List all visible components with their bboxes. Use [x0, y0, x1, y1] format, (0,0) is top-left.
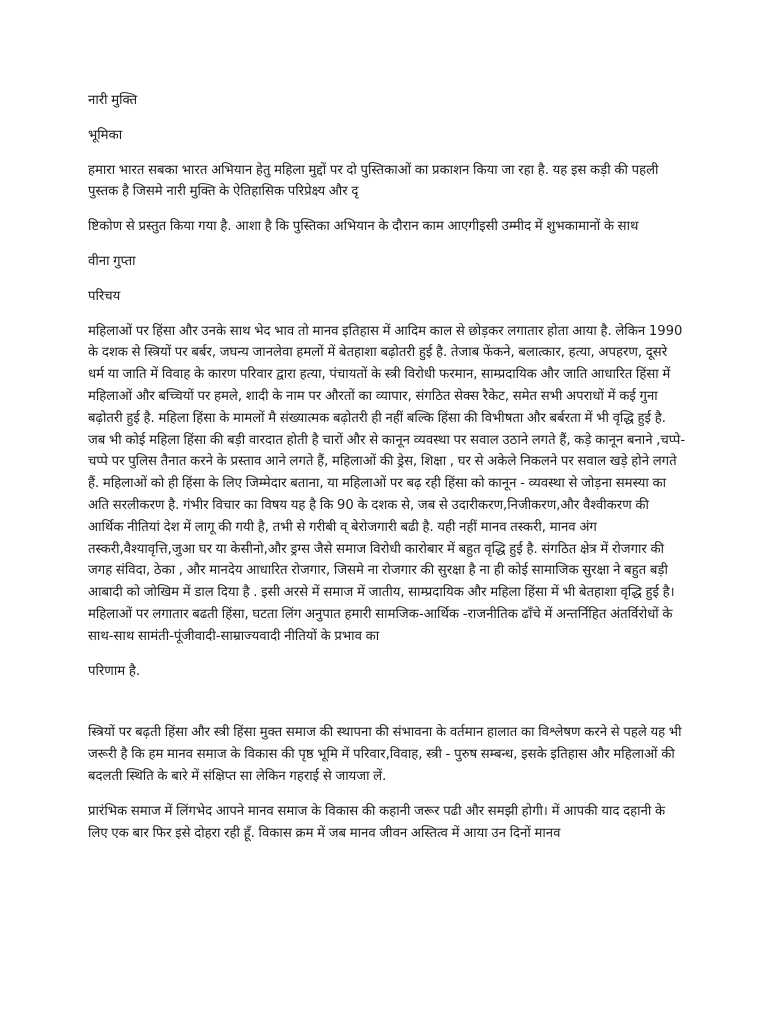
preface-paragraph-2: ष्टिकोण से प्रस्तुत किया गया है. आशा है कि पुस्तिका अभियान के दौरान काम आएगीइसी उम्मीद में शुभकामानों के साथ — [88, 219, 639, 235]
body-paragraph-1: स्त्रियों पर बढ़ती हिंसा और स्त्री हिंसा मुक्त समाज की स्थापना की संभावना के वर्तमान हालात का विश्लेषण करने से पहले यह भी जरूरी है कि हम मानव समाज के विकास की पृष्ठ भूमि में परिवार,विवाह, स्त्री - पुरुष सम्बन्ध, इसके इतिहास और महिलाओं की बदलती स्थिति के बारे में संक्षिप्त सा लेकिन गहराई से जायजा लें. — [88, 725, 682, 784]
preface-paragraph-1: हमारा भारत सबका भारत अभियान हेतु महिला मुद्दों पर दो पुस्तिकाओं का प्रकाशन किया जा रहा है. यह इस कड़ी की पहली पुस्तक है जिसमे नारी मुक्ति के ऐतिहासिक परिप्रेक्ष्य और दृ — [88, 162, 659, 200]
intro-paragraph-2: परिणाम है. — [88, 663, 141, 679]
document-page — [88, 90, 686, 844]
author-name: वीना गुप्ता — [88, 253, 136, 269]
section-heading-intro: परिचय — [88, 288, 121, 304]
intro-paragraph-1: महिलाओं पर हिंसा और उनके साथ भेद भाव तो मानव इतिहास में आदिम काल से छोड़कर लगातार होता आया है. लेकिन 1990 के दशक से स्त्रियों पर बर्बर, जघन्य जानलेवा हमलों में बेतहाशा बढ़ोतरी हुई है. तेजाब फेंकने, बलात्कार, हत्या, अपहरण, दूसरे धर्म या जाति में विवाह के कारण परिवार द्वारा हत्या, पंचायतों के स्त्री विरोधी फरमान, साम्प्रदायिक और जाति आधारित हिंसा में महिलाओं और बच्चियों पर हमले, शादी के नाम पर औरतों का व्यापार, संगठित सेक्स रैकेट, समेत सभी अपराधों में कई गुना बढ़ोतरी हुई है. महिला हिंसा के मामलों मै संख्यात्मक बढ़ोतरी ही नहीं बल्कि हिंसा की विभीषता और बर्बरता में भी वृद्धि हुई है. जब भी कोई महिला हिंसा की बड़ी वारदात होती है चारों और से कानून व्यवस्था पर सवाल उठाने लगते हैं, कड़े कानून बनाने ,चप्पे-चप्पे पर पुलिस तैनात करने के प्रस्ताव आने लगते हैं, महिलाओं की ड्रेस, शिक्षा , घर से अकेले निकलने पर सवाल खड़े होने लगते हैं. महिलाओं को ही हिंसा के लिए जिम्मेदार बताना, या महिलाओं पर बढ़ रही हिंसा को कानून - व्यवस्था से जोड़ना समस्या का अति सरलीकरण है. गंभीर विचार का विषय यह है कि 90 के दशक से, जब से उदारीकरण,निजीकरण,और वैश्वीकरण की आर्थिक नीतियां देश में लागू की गयी है, तभी से गरीबी व् बेरोजगारी बढी है. यही नहीं मानव तस्करी, मानव अंग तस्करी,वैश्यावृत्ति,जुआ घर या केसीनो,और ड्रग्स जैसे समाज विरोधी कारोबार में बहुत वृद्धि हुई है. संगठित क्षेत्र में रोजगार की जगह संविदा, ठेका , और मानदेय आधारित रोजगार, जिसमे ना रोजगार की सुरक्षा है ना ही कोई सामाजिक सुरक्षा ने बहुत बड़ी आबादी को जोखिम में डाल दिया है . इसी अरसे में समाज में जातीय, साम्प्रदायिक और महिला हिंसा में भी बेतहाशा वृद्धि हुई है।महिलाओं पर लगातार बढती हिंसा, घटता लिंग अनुपात हमारी सामजिक-आर्थिक -राजनीतिक ढाँचे में अन्तर्निहित अंतर्विरोधों के साथ-साथ सामंती-पूंजीवादी-साम्राज्यवादी नीतियों के प्रभाव का — [88, 323, 686, 644]
section-heading-preface: भूमिका — [88, 127, 123, 143]
document-title: नारी मुक्ति — [88, 93, 138, 108]
body-paragraph-2: प्रारंभिक समाज में लिंगभेद आपने मानव समाज के विकास की कहानी जरूर पढी और समझी होगी। में आपकी याद दहानी के लिए एक बार फिर इसे दोहरा रही हूँ. विकास क्रम में जब मानव जीवन अस्तित्व में आया उन दिनों मानव — [88, 803, 666, 841]
